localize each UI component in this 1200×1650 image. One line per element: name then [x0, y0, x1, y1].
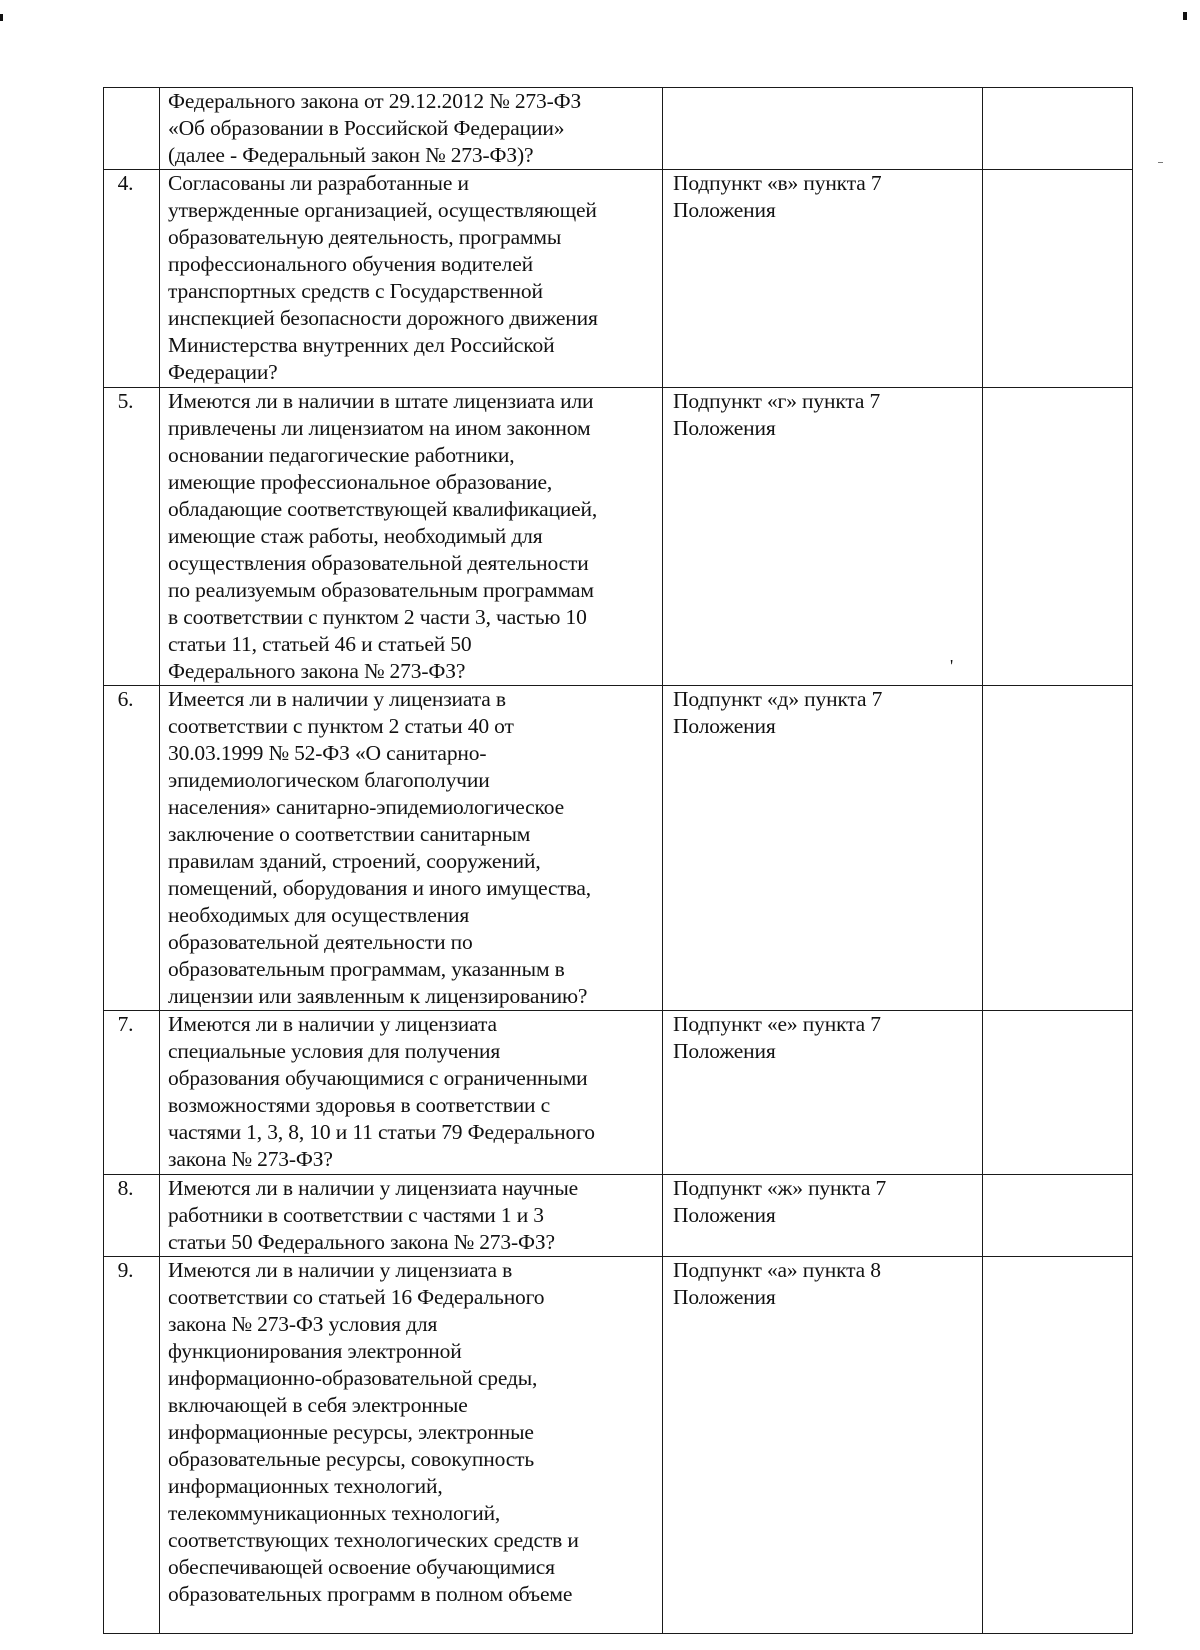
question-cell: Имеются ли в наличии у лицензиата специальные условия для получения образования обучающимися с ограниченными возможностями здоровья в соответствии с частями 1, 3, 8, 10 и 11 статьи 79 Федерального закона № 273-ФЗ? — [160, 1011, 663, 1175]
table-row — [104, 170, 1133, 388]
reference-cell: Подпункт «г» пункта 7 Положения — [663, 388, 983, 686]
question-cell: Имеется ли в наличии у лицензиата в соответствии с пунктом 2 статьи 40 от 30.03.1999 № 52-ФЗ «О санитарно- эпидемиологическом благополучии населения» санитарно-эпидемиологическое заключение о соответствии санитарным правилам зданий, строений, сооружений, помещений, оборудования и иного имущества, необходимых для осуществления образовательной деятельности по образовательным программам, указанным в лицензии или заявленным к лицензированию? — [160, 686, 663, 1011]
question-cell: Имеются ли в наличии у лицензиата научные работники в соответствии с частями 1 и 3 статьи 50 Федерального закона № 273-ФЗ? — [160, 1175, 663, 1257]
question-cell: Имеются ли в наличии у лицензиата в соответствии со статьей 16 Федерального закона № 273-ФЗ условия для функционирования электронной информационно-образовательной среды, включающей в себя электронные информационные ресурсы, электронные образовательные ресурсы, совокупность информационных технологий, телекоммуникационных технологий, соответствующих технологических средств и обеспечивающей освоение обучающимися образовательных программ в полном объеме — [160, 1257, 663, 1634]
pen-tick-mark: ' — [950, 656, 954, 676]
row-number: 4. — [104, 170, 160, 388]
reference-cell: Подпункт «ж» пункта 7 Положения — [663, 1175, 983, 1257]
row-number — [104, 88, 160, 170]
table-row-continuation — [104, 88, 1133, 170]
reference-cell — [663, 88, 983, 170]
scan-corner-mark-left — [0, 14, 3, 21]
table-row — [104, 1011, 1133, 1175]
table-row — [104, 686, 1133, 1011]
reference-cell: Подпункт «е» пункта 7 Положения — [663, 1011, 983, 1175]
scan-corner-mark-right — [1183, 12, 1187, 20]
notes-cell — [983, 1257, 1133, 1634]
question-cell: Федерального закона от 29.12.2012 № 273-ФЗ «Об образовании в Российской Федерации» (далее - Федеральный закон № 273-ФЗ)? — [160, 88, 663, 170]
table-row — [104, 1175, 1133, 1257]
question-cell: Согласованы ли разработанные и утвержденные организацией, осуществляющей образовательную деятельность, программы профессионального обучения водителей транспортных средств с Государственной инспекцией безопасности дорожного движения Министерства внутренних дел Российской Федерации? — [160, 170, 663, 388]
checklist-table — [103, 87, 1133, 1634]
table-row — [104, 1257, 1133, 1634]
row-number: 8. — [104, 1175, 160, 1257]
reference-cell: Подпункт «в» пункта 7 Положения — [663, 170, 983, 388]
row-number: 6. — [104, 686, 160, 1011]
scan-speck — [1158, 162, 1163, 163]
reference-cell: Подпункт «а» пункта 8 Положения — [663, 1257, 983, 1634]
row-number: 7. — [104, 1011, 160, 1175]
notes-cell — [983, 1011, 1133, 1175]
notes-cell — [983, 1175, 1133, 1257]
table-row — [104, 388, 1133, 686]
notes-cell — [983, 388, 1133, 686]
row-number: 9. — [104, 1257, 160, 1634]
notes-cell — [983, 686, 1133, 1011]
notes-cell — [983, 88, 1133, 170]
question-cell: Имеются ли в наличии в штате лицензиата или привлечены ли лицензиатом на ином законном основании педагогические работники, имеющие профессиональное образование, обладающие соответствующей квалификацией, имеющие стаж работы, необходимый для осуществления образовательной деятельности по реализуемым образовательным программам в соответствии с пунктом 2 части 3, частью 10 статьи 11, статьей 46 и статьей 50 Федерального закона № 273-ФЗ? — [160, 388, 663, 686]
row-number: 5. — [104, 388, 160, 686]
reference-cell: Подпункт «д» пункта 7 Положения — [663, 686, 983, 1011]
notes-cell — [983, 170, 1133, 388]
